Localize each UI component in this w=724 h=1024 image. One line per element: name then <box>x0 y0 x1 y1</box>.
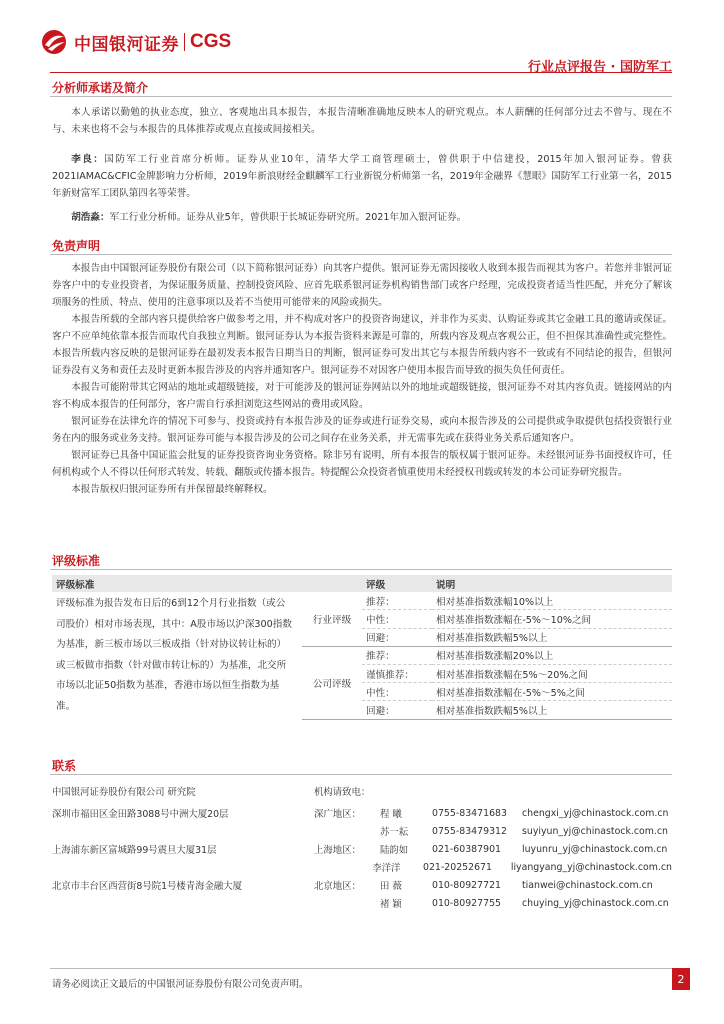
rating-desc: 相对基准指数跌幅5%以上 <box>432 701 672 719</box>
column-header: 评级标准 <box>52 575 302 592</box>
disclaimer-paragraph: 本报告所载的全部内容只提供给客户做参考之用，并不构成对客户的投资咨询建议，并非作为买卖、认购证券或其它金融工具的邀请或保证。客户不应单纯依靠本报告而取代自我独立判断。银河证券认为本报告资料来源是可靠的，所载内容及观点客观公正，但不担保其准确性或完整性。本报告所载内容反映的是银河证券在最初发表本报告日期当日的判断，银河证券可发出其它与本报告所载内容不一致或有不同结论的报告，但银河证券没有义务和责任去及时更新本报告涉及的内容并通知客户。银河证券不对因客户使用本报告而导致的损失负任何责任。 <box>52 314 672 376</box>
galaxy-logo-icon <box>40 28 68 56</box>
contact-name: 褚 颖 <box>380 899 402 910</box>
office-region: 上海地区： <box>314 845 361 856</box>
contact-email[interactable]: chuying_yj@chinastock.com.cn <box>522 897 669 909</box>
office-region: 深广地区： <box>314 809 361 820</box>
rating-grade: 推荐： <box>362 592 432 610</box>
contact-phone[interactable]: 0755-83479312 <box>432 825 507 837</box>
contact-email[interactable]: suyiyun_yj@chinastock.com.cn <box>522 825 668 837</box>
analyst-name: 胡浩淼： <box>71 212 110 223</box>
contact-phone[interactable]: 021-60387901 <box>432 843 501 855</box>
section-rule <box>50 774 672 775</box>
sales-label: 机构请致电： <box>314 787 371 798</box>
column-header: 评级 <box>362 575 432 592</box>
contact-email[interactable]: luyunru_yj@chinastock.com.cn <box>522 843 668 855</box>
rating-grade: 谨慎推荐： <box>362 664 432 682</box>
analyst-section-title: 分析师承诺及简介 <box>52 81 149 95</box>
contact-header-row <box>52 782 672 800</box>
contact-row <box>52 894 672 912</box>
disclaimer-section-title: 免责声明 <box>52 239 101 253</box>
disclaimer-paragraph: 本报告可能附带其它网站的地址或超级链接，对于可能涉及的银河证券网站以外的地址或超级链接，银河证券不对其内容负责。链接网站的内容不构成本报告的任何部分，客户需自行承担浏览这些网站的费用或风险。 <box>52 382 672 410</box>
brand-name-en: CGS <box>190 31 232 52</box>
contact-phone[interactable]: 010-80927755 <box>432 897 501 909</box>
footer-disclaimer: 请务必阅读正文最后的中国银河证券股份有限公司免责声明。 <box>52 979 309 990</box>
analyst-bio-li <box>52 151 672 202</box>
section-rule <box>50 569 672 570</box>
disclaimer-paragraph: 银河证券在法律允许的情况下可参与、投资或持有本报告涉及的证券或进行证券交易，或向本报告涉及的公司提供或争取提供包括投资银行业务在内的服务或业务支持。银河证券可能与本报告涉及的公司之间存在业务关系，并无需事先或在获得业务关系后通知客户。 <box>52 416 672 444</box>
rating-desc: 相对基准指数跌幅5%以上 <box>432 628 672 646</box>
industry-rating-label: 行业评级 <box>302 592 362 646</box>
rating-grade: 中性： <box>362 610 432 628</box>
rating-desc: 相对基准指数涨幅20%以上 <box>432 646 672 664</box>
page-number: 2 <box>672 968 690 990</box>
analyst-bio-text: 军工行业分析师。证券从业5年，曾供职于长城证券研究所。2021年加入银河证券。 <box>109 212 467 223</box>
disclaimer-paragraph: 银河证券已具备中国证监会批复的证券投资咨询业务资格。除非另有说明，所有本报告的版权属于银河证券。未经银河证券书面授权许可，任何机构或个人不得以任何形式转发、转载、翻版或传播本报告。特提醒公众投资者慎重使用未经授权刊载或转发的本公司证券研究报告。 <box>52 450 672 478</box>
contact-name: 苏一耘 <box>380 827 409 838</box>
analyst-bio-text: 国防军工行业首席分析师。证券从业10年，清华大学工商管理硕士，曾供职于中信建投，2015年加入银河证券。曾获2021IAMAC&CFIC金牌影响力分析师，2019年新浪财经金麒麟军工行业新锐分析师第一名，2019年金融界《慧眼》国防军工行业第一名，2015年新财富军工团队第四名等荣誉。 <box>52 154 673 199</box>
contact-row <box>52 822 672 840</box>
contact-name: 程 曦 <box>380 809 402 820</box>
contact-row <box>52 858 672 876</box>
header-rule <box>50 72 672 73</box>
rating-grade: 推荐： <box>362 646 432 664</box>
contact-section-title: 联系 <box>52 759 77 773</box>
rating-desc: 相对基准指数涨幅在5%～20%之间 <box>432 664 672 682</box>
contact-email[interactable]: tianwei@chinastock.com.cn <box>522 879 653 891</box>
rating-grade: 回避： <box>362 701 432 719</box>
contact-phone[interactable]: 021-20252671 <box>422 861 492 873</box>
brand-logo <box>40 28 231 56</box>
section-rule <box>50 96 672 97</box>
contact-email[interactable]: chengxi_yj@chinastock.com.cn <box>522 807 669 819</box>
footer-rule <box>50 968 672 969</box>
rating-desc: 相对基准指数涨幅10%以上 <box>432 592 672 610</box>
report-type: 行业点评报告 · 国防军工 <box>528 60 672 75</box>
company-name: 中国银河证券股份有限公司 研究院 <box>52 787 196 798</box>
contact-name: 陆韵如 <box>380 845 409 856</box>
contact-phone[interactable]: 010-80927721 <box>432 879 501 891</box>
contact-row <box>52 876 672 894</box>
office-address: 深圳市福田区金田路3088号中洲大厦20层 <box>52 809 229 820</box>
contact-block <box>52 782 672 912</box>
company-rating-label: 公司评级 <box>302 646 362 719</box>
contact-email[interactable]: liyangyang_yj@chinastock.com.cn <box>510 861 672 873</box>
contact-name: 田 薇 <box>380 881 402 892</box>
contact-phone[interactable]: 0755-83471683 <box>432 807 507 819</box>
rating-table-header <box>52 575 672 592</box>
contact-row <box>52 804 672 822</box>
office-region: 北京地区： <box>314 881 361 892</box>
contact-row <box>52 840 672 858</box>
rating-grade: 中性： <box>362 683 432 701</box>
brand-divider <box>184 33 185 51</box>
disclaimer-paragraph: 本报告由中国银河证券股份有限公司（以下简称银河证券）向其客户提供。银河证券无需因接收人收到本报告而视其为客户。若您并非银河证券客户中的专业投资者，为保证服务质量、控制投资风险、应首先联系银河证券机构销售部门或客户经理，完成投资者适当性匹配，并充分了解该项服务的性质、特点、使用的注意事项以及若不当使用可能带来的风险或损失。 <box>52 263 672 308</box>
disclaimer-paragraph: 本报告版权归银河证券所有并保留最终解释权。 <box>71 484 273 495</box>
analyst-name: 李良： <box>71 154 105 165</box>
rating-desc: 相对基准指数涨幅在-5%～5%之间 <box>432 683 672 701</box>
rating-grade: 回避： <box>362 628 432 646</box>
column-header: 说明 <box>432 575 672 592</box>
rating-criteria: 评级标准为报告发布日后的6到12个月行业指数（或公司股价）相对市场表现，其中：A股市场以沪深300指数为基准，新三板市场以三板成指（针对协议转让标的）或三板做市指数（针对做市转让标的）为基准，北交所市场以北证50指数为基准，香港市场以恒生指数为基准。 <box>56 598 292 712</box>
office-address: 北京市丰台区西营街8号院1号楼青海金融大厦 <box>52 881 243 892</box>
office-address: 上海浦东新区富城路99号震旦大厦31层 <box>52 845 217 856</box>
analyst-bio-hu <box>52 209 672 226</box>
rating-desc: 相对基准指数涨幅在-5%～10%之间 <box>432 610 672 628</box>
analyst-commitment: 本人承诺以勤勉的执业态度，独立、客观地出具本报告，本报告清晰准确地反映本人的研究观点。本人薪酬的任何部分过去不曾与、现在不与、未来也将不会与本报告的具体推荐或观点直接或间接相关。 <box>52 107 672 135</box>
section-rule <box>50 254 672 255</box>
contact-name: 李洋洋 <box>372 863 401 874</box>
disclaimer-body <box>52 260 672 498</box>
brand-name-cn: 中国银河证券 <box>74 34 179 55</box>
rating-section-title: 评级标准 <box>52 554 101 568</box>
rating-table <box>52 575 672 720</box>
